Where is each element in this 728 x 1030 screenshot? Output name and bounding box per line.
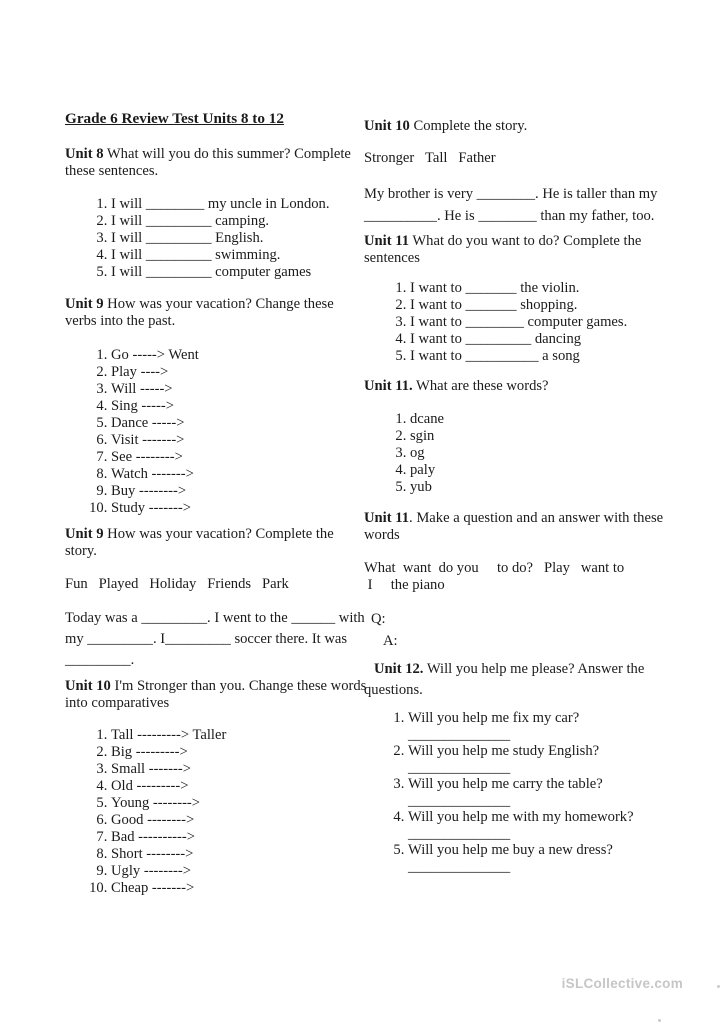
- list-item: 4. paly: [410, 462, 676, 479]
- heading-text: these sentences.: [65, 163, 159, 179]
- list-item: 2. I want to _______ shopping.: [410, 297, 676, 314]
- list-item: 1. Go -----> Went: [111, 347, 366, 364]
- list-item: 3. Will ----->: [111, 381, 366, 398]
- unit-label: Unit 11: [364, 510, 410, 526]
- unit-label: Unit 8: [65, 146, 104, 162]
- section-unit-11-scrambled-words: [364, 378, 676, 496]
- question-text: 2. Will you help me study English?: [408, 743, 600, 759]
- heading-text: sentences: [364, 250, 420, 266]
- right-column: [364, 118, 676, 875]
- list-item: 3. I want to ________ computer games.: [410, 314, 676, 331]
- unit-label: Unit 11: [364, 233, 410, 249]
- section-unit-9-story: [65, 526, 366, 671]
- exercise-list-unit-11-sentences: [364, 280, 676, 365]
- list-item: 10. Study ------->: [111, 500, 366, 517]
- story-line: my _________. I_________ soccer there. It was: [65, 631, 348, 647]
- story-paragraph: [65, 608, 366, 671]
- section-unit-11-sentences: [364, 233, 676, 365]
- unit-label: Unit 10: [364, 118, 410, 134]
- section-unit-10-story: [364, 118, 676, 227]
- section-unit-8: [65, 146, 366, 281]
- heading-text: How was your vacation? Change these: [103, 296, 334, 312]
- story-line: _________.: [65, 652, 135, 668]
- list-item: 5. I want to __________ a song: [410, 348, 676, 365]
- story-paragraph: [364, 183, 676, 227]
- answer-blank: ______________: [408, 826, 511, 842]
- story-line: My brother is very ________. He is taller than my: [364, 186, 658, 202]
- list-item: 5. Young -------->: [111, 795, 366, 812]
- list-item: 1. Tall ---------> Taller: [111, 727, 366, 744]
- list-item: 9. Ugly -------->: [111, 863, 366, 880]
- question-item: [408, 809, 676, 842]
- left-column: [65, 110, 366, 897]
- answer-blank: ______________: [408, 760, 511, 776]
- list-item: 2. sgin: [410, 428, 676, 445]
- heading-text: What do you want to do? Complete the: [409, 233, 642, 249]
- question-text: 5. Will you help me buy a new dress?: [408, 842, 613, 858]
- section-heading: [65, 296, 366, 313]
- list-item: 2. I will _________ camping.: [111, 213, 366, 230]
- section-heading: [65, 678, 366, 695]
- word-bank: [364, 560, 676, 594]
- list-item: 2. Big --------->: [111, 744, 366, 761]
- section-heading: [364, 118, 676, 135]
- section-unit-11-make-question: [364, 510, 676, 652]
- scan-speck: [658, 1019, 661, 1022]
- question-text: 1. Will you help me fix my car?: [408, 710, 580, 726]
- section-heading: [364, 378, 676, 395]
- answer-blank: ______________: [408, 727, 511, 743]
- exercise-list-unit-10-comparatives: [65, 727, 366, 897]
- section-heading: [364, 233, 676, 250]
- section-unit-9-verbs: [65, 296, 366, 517]
- word-bank: Fun Played Holiday Friends Park: [65, 576, 289, 592]
- word-bank-line: What want do you to do? Play want to: [364, 560, 625, 576]
- heading-text: into comparatives: [65, 695, 170, 711]
- unit-label: Unit 9: [65, 296, 104, 312]
- list-item: 5. yub: [410, 479, 676, 496]
- unit-label: Unit 12.: [374, 661, 424, 677]
- question-item: [408, 743, 676, 776]
- list-item: 4. I want to _________ dancing: [410, 331, 676, 348]
- exercise-list-unit-9-verbs: [65, 347, 366, 517]
- story-line: __________. He is ________ than my father, too.: [364, 208, 655, 224]
- answer-label: A:: [383, 633, 398, 649]
- unit-label: Unit 10: [65, 678, 111, 694]
- heading-text: What will you do this summer? Complete: [103, 146, 351, 162]
- list-item: 4. Old --------->: [111, 778, 366, 795]
- questions-list-unit-12: [364, 710, 676, 875]
- question-label: Q:: [371, 611, 386, 627]
- question-text: 3. Will you help me carry the table?: [408, 776, 603, 792]
- list-item: 1. I want to _______ the violin.: [410, 280, 676, 297]
- list-item: 2. Play ---->: [111, 364, 366, 381]
- scrambled-words-list: [364, 411, 676, 496]
- heading-text: Complete the story.: [409, 118, 528, 134]
- question-item: [408, 776, 676, 809]
- heading-text: questions.: [364, 682, 423, 698]
- list-item: 7. Bad ---------->: [111, 829, 366, 846]
- list-item: 8. Watch ------->: [111, 466, 366, 483]
- exercise-list-unit-8: [65, 196, 366, 281]
- question-item: [408, 710, 676, 743]
- section-heading: [65, 146, 366, 163]
- list-item: 1. dcane: [410, 411, 676, 428]
- answer-blank: ______________: [408, 793, 511, 809]
- list-item: 5. Dance ----->: [111, 415, 366, 432]
- heading-text: I'm Stronger than you. Change these words: [110, 678, 367, 694]
- word-bank-line: I the piano: [364, 577, 445, 593]
- heading-text: . Make a question and an answer with these: [409, 510, 664, 526]
- list-item: 9. Buy -------->: [111, 483, 366, 500]
- section-unit-10-comparatives: [65, 678, 366, 897]
- islcollective-watermark: iSLCollective.com: [561, 976, 683, 991]
- list-item: 3. og: [410, 445, 676, 462]
- list-item: 6. Good -------->: [111, 812, 366, 829]
- heading-text: What are these words?: [412, 378, 549, 394]
- list-item: 10. Cheap ------->: [111, 880, 366, 897]
- word-bank: Stronger Tall Father: [364, 150, 496, 166]
- scan-speck: [717, 985, 720, 988]
- list-item: 8. Short -------->: [111, 846, 366, 863]
- heading-text: Will you help me please? Answer the: [423, 661, 645, 677]
- list-item: 4. Sing ----->: [111, 398, 366, 415]
- heading-text: story.: [65, 543, 97, 559]
- heading-text: verbs into the past.: [65, 313, 176, 329]
- list-item: 7. See -------->: [111, 449, 366, 466]
- question-answer-lines: [364, 608, 676, 652]
- section-heading: [65, 526, 366, 543]
- worksheet-title: Grade 6 Review Test Units 8 to 12: [65, 110, 284, 127]
- section-unit-12-questions: [364, 659, 676, 875]
- list-item: 3. I will _________ English.: [111, 230, 366, 247]
- unit-label: Unit 9: [65, 526, 104, 542]
- answer-blank: ______________: [408, 859, 511, 875]
- question-item: [408, 842, 676, 875]
- list-item: 3. Small ------->: [111, 761, 366, 778]
- heading-text: words: [364, 527, 400, 543]
- list-item: 6. Visit ------->: [111, 432, 366, 449]
- question-text: 4. Will you help me with my homework?: [408, 809, 634, 825]
- unit-label: Unit 11.: [364, 378, 413, 394]
- list-item: 4. I will _________ swimming.: [111, 247, 366, 264]
- list-item: 1. I will ________ my uncle in London.: [111, 196, 366, 213]
- section-heading: [364, 659, 676, 680]
- section-heading: [364, 510, 676, 527]
- list-item: 5. I will _________ computer games: [111, 264, 366, 281]
- story-line: Today was a _________. I went to the ______ with: [65, 610, 365, 626]
- heading-text: How was your vacation? Complete the: [103, 526, 334, 542]
